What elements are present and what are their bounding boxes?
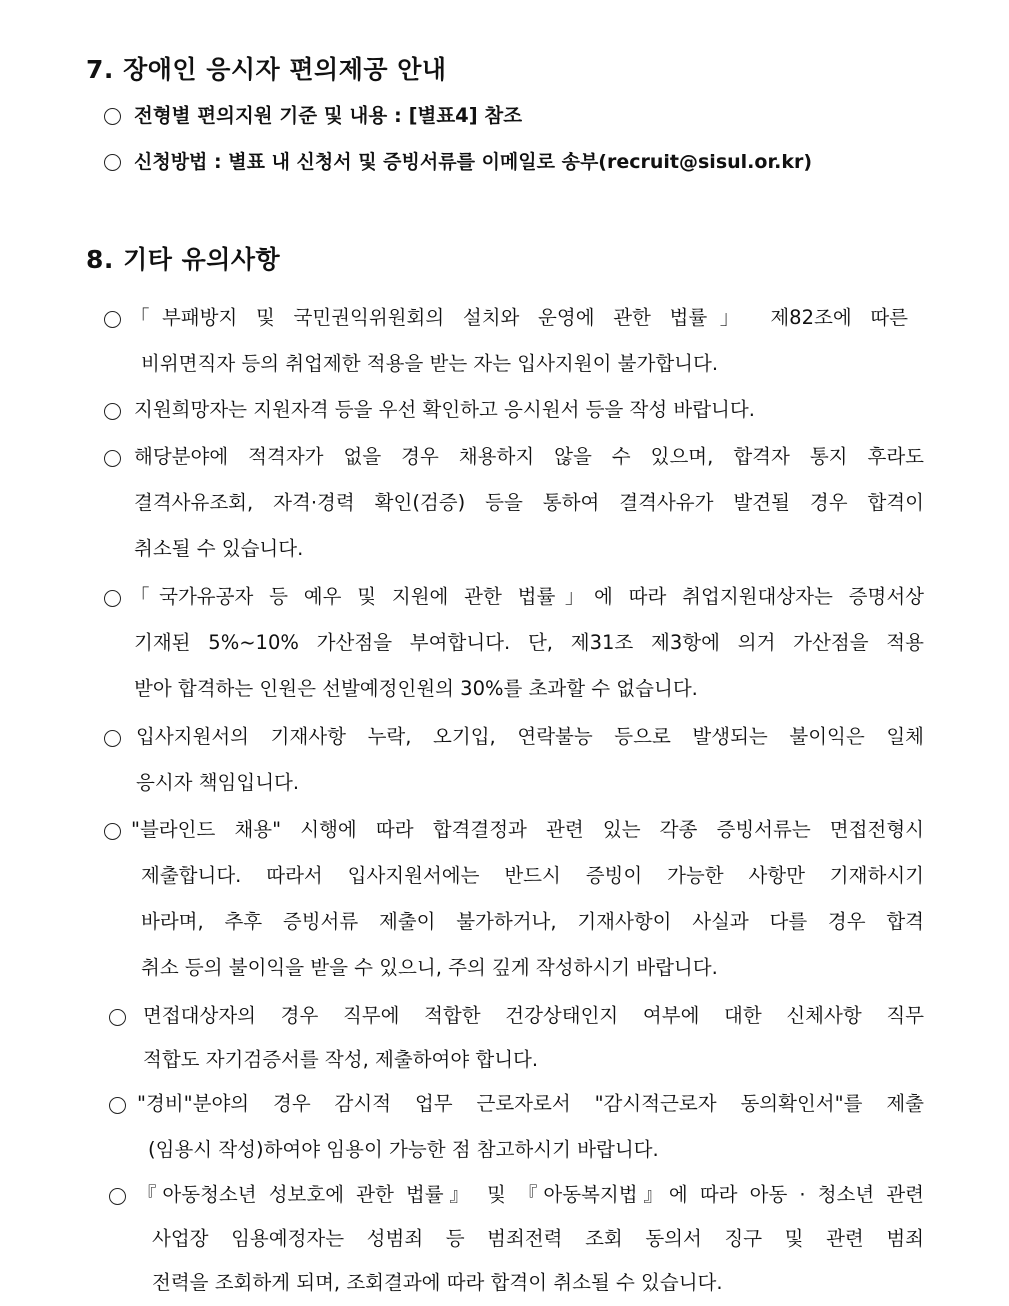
circle-bullet-icon xyxy=(104,311,121,328)
note-blind-hiring-line-3: 바라며, 추후 증빙서류 제출이 불가하거나, 기재사항이 사실과 다를 경우 합격 xyxy=(141,910,924,933)
note-veterans-line-1: 「국가유공자 등 예우 및 지원에 관한 법률」에 따라 취업지원대상자는 증명서상 xyxy=(130,585,924,608)
note-veterans-line-3: 받아 합격하는 인원은 선발예정인원의 30%를 초과할 수 없습니다. xyxy=(134,677,698,700)
circle-bullet-icon xyxy=(109,1097,126,1114)
note-anti-corruption-line-1: 「부패방지 및 국민권익위원회의 설치와 운영에 관한 법률」 제82조에 따른 xyxy=(130,306,908,329)
accommodation-criteria-text: 전형별 편의지원 기준 및 내용 : [별표4] 참조 xyxy=(134,104,523,127)
circle-bullet-icon xyxy=(104,823,121,840)
note-health-line-2: 적합도 자기검증서를 작성, 제출하여야 합니다. xyxy=(143,1048,539,1071)
note-anti-corruption-line-2: 비위면직자 등의 취업제한 적용을 받는 자는 입사지원이 불가합니다. xyxy=(141,352,719,375)
circle-bullet-icon xyxy=(104,730,121,747)
circle-bullet-icon xyxy=(104,590,121,607)
note-blind-hiring-line-4: 취소 등의 불이익을 받을 수 있으니, 주의 깊게 작성하시기 바랍니다. xyxy=(141,956,718,979)
application-method-text: 신청방법 : 별표 내 신청서 및 증빙서류를 이메일로 송부(recruit@sisul.or.kr) xyxy=(134,151,813,173)
section-title-disability-accommodation: 7. 장애인 응시자 편의제공 안내 xyxy=(86,55,447,84)
note-blind-hiring-line-2: 제출합니다. 따라서 입사지원서에는 반드시 증빙이 가능한 사항만 기재하시기 xyxy=(141,864,924,887)
circle-bullet-icon xyxy=(109,1188,126,1205)
note-no-qualified-line-3: 취소될 수 있습니다. xyxy=(134,537,304,560)
circle-bullet-icon xyxy=(104,450,121,467)
note-child-protection-line-3: 전력을 조회하게 되며, 조회결과에 따라 합격이 취소될 수 있습니다. xyxy=(152,1271,723,1294)
note-no-qualified-line-1: 해당분야에 적격자가 없을 경우 채용하지 않을 수 있으며, 합격자 통지 후라도 xyxy=(134,445,924,468)
note-application-errors-line-1: 입사지원서의 기재사항 누락, 오기입, 연락불능 등으로 발생되는 불이익은 일체 xyxy=(136,725,924,748)
note-application-errors-line-2: 응시자 책임입니다. xyxy=(136,771,300,794)
circle-bullet-icon xyxy=(104,154,121,171)
circle-bullet-icon xyxy=(109,1009,126,1026)
note-security-guard-line-1: "경비"분야의 경우 감시적 업무 근로자로서 "감시적근로자 동의확인서"를 제출 xyxy=(137,1092,924,1115)
circle-bullet-icon xyxy=(104,403,121,420)
note-blind-hiring-line-1: "블라인드 채용" 시행에 따라 합격결정과 관련 있는 각종 증빙서류는 면접전형시 xyxy=(131,818,924,841)
note-veterans-line-2: 기재된 5%~10% 가산점을 부여합니다. 단, 제31조 제3항에 의거 가산점을 적용 xyxy=(134,631,924,654)
section-title-other-notes: 8. 기타 유의사항 xyxy=(86,245,281,274)
note-child-protection-line-2: 사업장 임용예정자는 성범죄 등 범죄전력 조회 동의서 징구 및 관련 범죄 xyxy=(152,1227,924,1250)
note-no-qualified-line-2: 결격사유조회, 자격·경력 확인(검증) 등을 통하여 결격사유가 발견될 경우 합격이 xyxy=(134,491,924,514)
note-check-qualifications: 지원희망자는 지원자격 등을 우선 확인하고 응시원서 등을 작성 바랍니다. xyxy=(134,398,755,421)
note-security-guard-line-2: (임용시 작성)하여야 임용이 가능한 점 참고하시기 바랍니다. xyxy=(148,1138,659,1161)
note-health-line-1: 면접대상자의 경우 직무에 적합한 건강상태인지 여부에 대한 신체사항 직무 xyxy=(143,1004,924,1027)
circle-bullet-icon xyxy=(104,108,121,125)
note-child-protection-line-1: 『아동청소년 성보호에 관한 법률』 및 『아동복지법』에 따라 아동 · 청소년 관련 xyxy=(137,1183,924,1206)
